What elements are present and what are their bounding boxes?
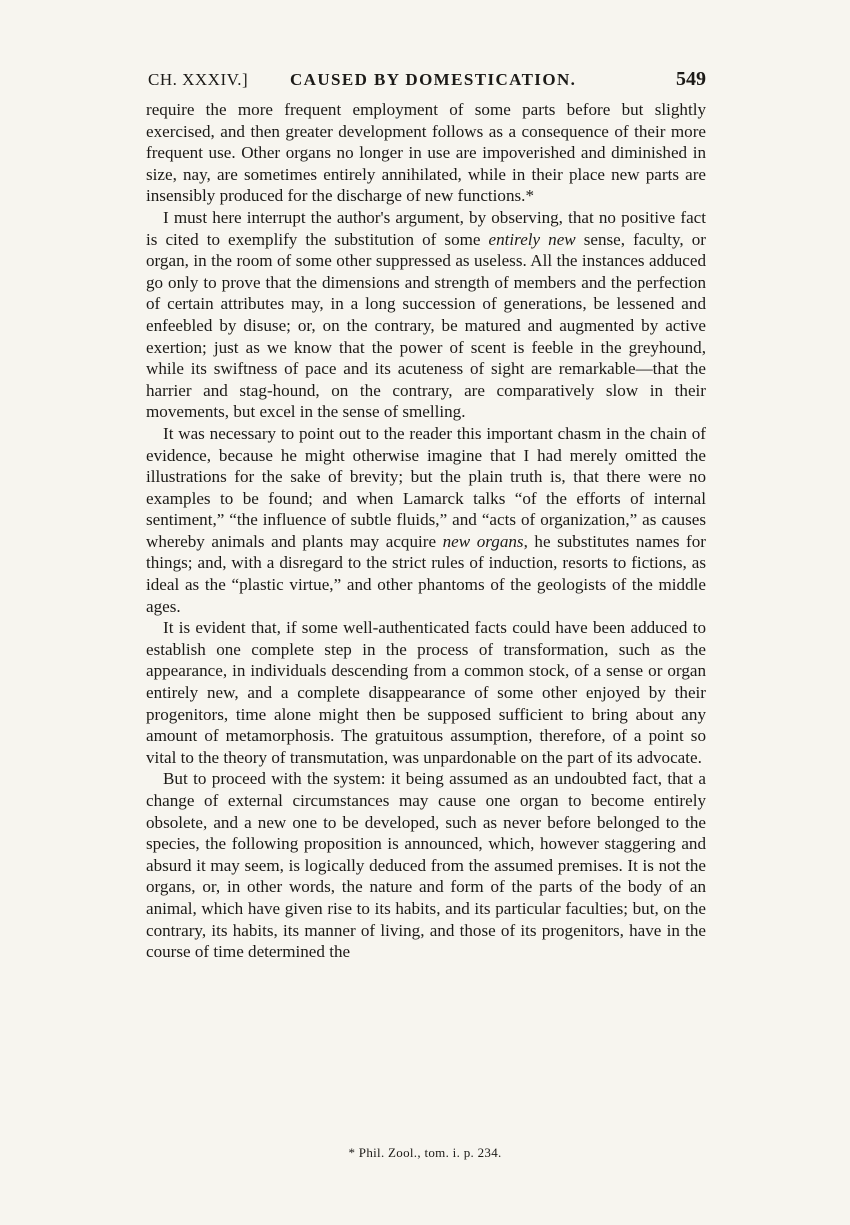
body-paragraph bbox=[146, 617, 706, 768]
text-run: But to proceed with the system: it being assumed as an undoubted fact, that a change of external circumstances may cause one organ to become entirely obsolete, and a new one to be developed, such as never before belonged to the species, the following proposition is announced, which, however staggering and absurd it may seem, is logically deduced from the assumed premises. It is not the organs, or, in other words, the nature and form of the parts of the body of an animal, which have given rise to its habits, and its particular faculties; but, on the contrary, its habits, its manner of living, and those of its progenitors, have in the course of time determined the bbox=[146, 769, 706, 962]
body-text bbox=[146, 99, 706, 963]
text-run: It was necessary to point out to the reader this important chasm in the chain of evidence, because he might otherwise imagine that I had merely omitted the illustrations for the sake of brevity; but the plain truth is, that there were no examples to be found; and when Lamarck talks “of the efforts of internal sentiment,” “the influence of subtle fluids,” and “acts of organization,” as causes whereby animals and plants may acquire bbox=[146, 423, 706, 551]
body-paragraph bbox=[146, 768, 706, 962]
text-run: I must here interrupt the author's argument, by observing, that no positive fact is cited to exemplify the substitution of some bbox=[146, 207, 706, 249]
text-run: sense, faculty, or organ, in the room of some other suppressed as useless. All the instances adduced go only to prove that the dimensions and strength of members and the perfection of certain attributes may, in a long succession of generations, be lessened and enfeebled by disuse; or, on the contrary, be matured and augmented by active exertion; just as we know that the power of scent is feeble in the greyhound, while its swiftness of pace and its acuteness of sight are remarkable—that the harrier and stag-hound, on the contrary, are comparatively slow in their movements, but excel in the sense of smelling. bbox=[146, 229, 706, 422]
italic-phrase: new organs bbox=[442, 531, 524, 551]
chapter-label: CH. XXXIV.] bbox=[148, 70, 249, 89]
italic-phrase: entirely new bbox=[488, 229, 576, 249]
body-paragraph bbox=[146, 207, 706, 423]
page-number: 549 bbox=[676, 68, 706, 90]
body-paragraph bbox=[146, 423, 706, 617]
running-title: CAUSED BY DOMESTICATION. bbox=[290, 70, 577, 89]
text-run: , he substitutes names for things; and, with a disregard to the strict rules of induction, resorts to fictions, as ideal as the “plastic virtue,” and other phantoms of the geologists of the middle ages. bbox=[146, 531, 706, 616]
body-paragraph bbox=[146, 99, 706, 207]
text-run: require the more frequent employment of some parts before but slightly exercised, and then greater development follows as a consequence of their more frequent use. Other organs no longer in use are impoverished and diminished in size, nay, are sometimes entirely annihilated, while in their place new parts are insensibly produced for the discharge of new functions.* bbox=[146, 100, 706, 206]
text-run: It is evident that, if some well-authenticated facts could have been adduced to establish one complete step in the process of transformation, such as the appearance, in individuals descending from a common stock, of a sense or organ entirely new, and a complete disappearance of some other enjoyed by their progenitors, time alone might then be supposed sufficient to bring about any amount of metamorphosis. The gratuitous assumption, therefore, of a point so vital to the theory of transmutation, was unpardonable on the part of its advocate. bbox=[146, 618, 706, 767]
running-header bbox=[148, 70, 708, 96]
footnote: * Phil. Zool., tom. i. p. 234. bbox=[348, 1145, 502, 1160]
